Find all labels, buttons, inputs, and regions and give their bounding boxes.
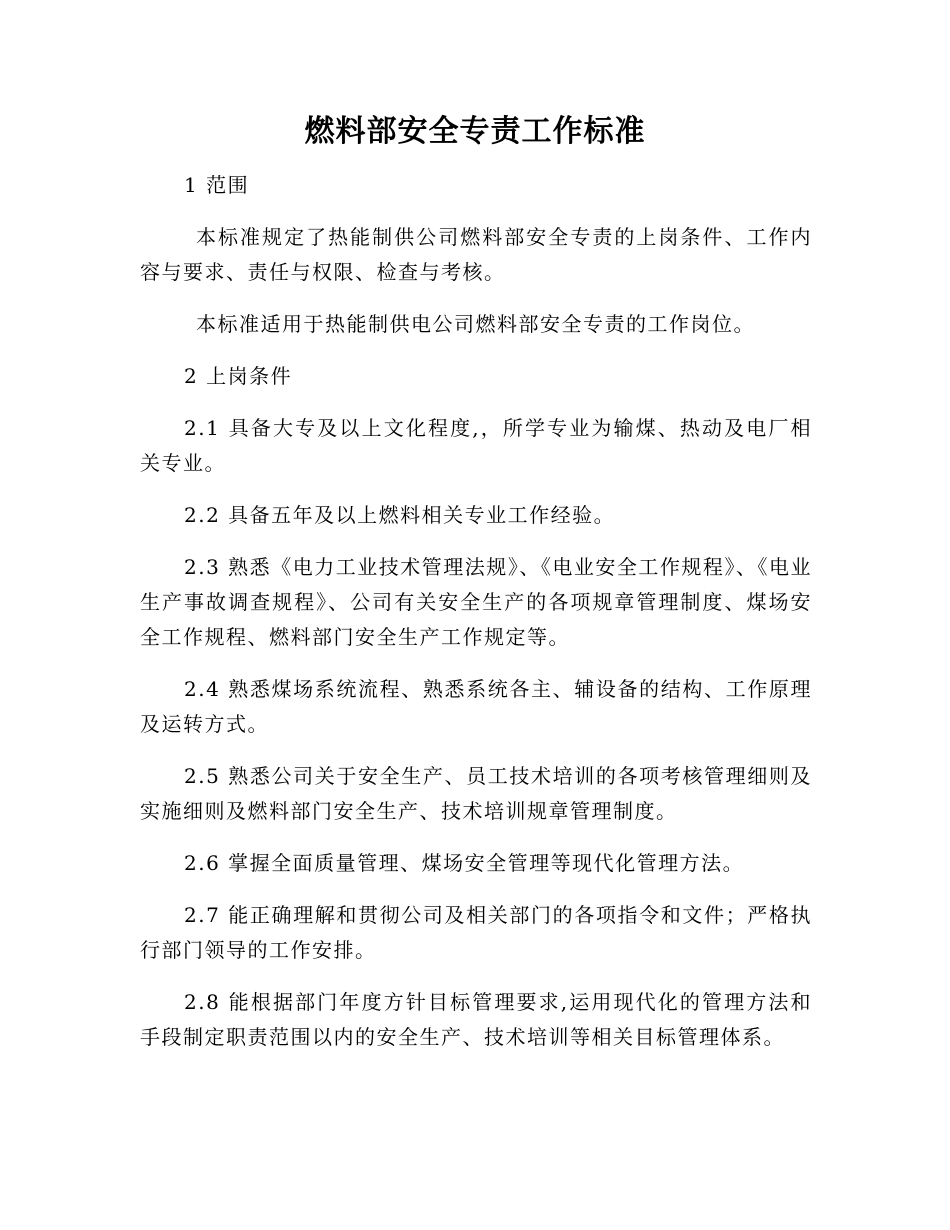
document-title: 燃料部安全专责工作标准	[304, 114, 646, 149]
section-heading-qualifications: 2 上岗条件	[184, 364, 293, 388]
document-body	[140, 168, 812, 1072]
clause-2-2: 2.2 具备五年及以上燃料相关专业工作经验。	[184, 503, 616, 527]
clause-2-6: 2.6 掌握全面质量管理、煤场安全管理等现代化管理方法。	[184, 851, 745, 875]
paragraph-scope-applicability: 本标准适用于热能制供电公司燃料部安全专责的工作岗位。	[196, 312, 755, 336]
clause-2-4: 2.4 熟悉煤场系统流程、熟悉系统各主、辅设备的结构、工作原理及运转方式。	[140, 677, 812, 736]
section-heading-scope: 1 范围	[184, 173, 250, 197]
clause-2-5: 2.5 熟悉公司关于安全生产、员工技术培训的各项考核管理细则及实施细则及燃料部门安全生产、技术培训规章管理制度。	[140, 764, 812, 823]
clause-2-1: 2.1 具备大专及以上文化程度,，所学专业为输煤、热动及电厂相关专业。	[140, 416, 812, 475]
clause-2-3: 2.3 熟悉《电力工业技术管理法规》、《电业安全工作规程》、《电业生产事故调查规程》、公司有关安全生产的各项规章管理制度、煤场安全工作规程、燃料部门安全生产工作规定等。	[140, 555, 812, 649]
clause-2-7: 2.7 能正确理解和贯彻公司及相关部门的各项指令和文件；严格执行部门领导的工作安排。	[140, 903, 812, 962]
paragraph-scope-definition: 本标准规定了热能制供公司燃料部安全专责的上岗条件、工作内容与要求、责任与权限、检查与考核。	[140, 225, 812, 284]
clause-2-8: 2.8 能根据部门年度方针目标管理要求,运用现代化的管理方法和手段制定职责范围以内的安全生产、技术培训等相关目标管理体系。	[140, 990, 812, 1049]
